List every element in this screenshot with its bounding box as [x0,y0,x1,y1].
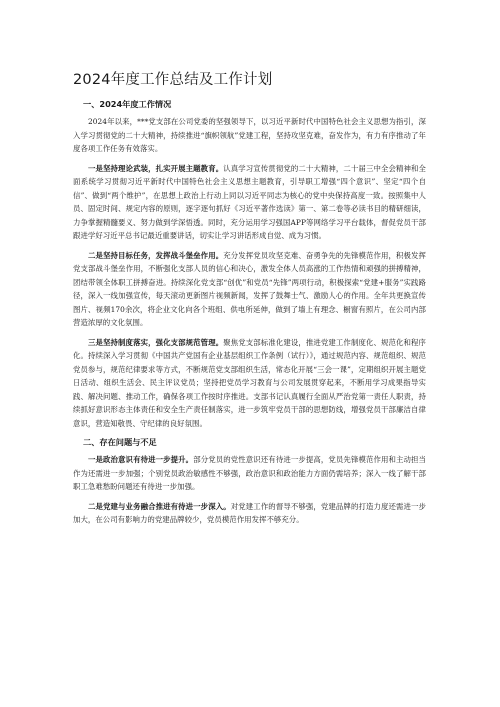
paragraph-intro: 2024年以来，***党支部在公司党委的坚强领导下，以习近平新时代中国特色社会主义思想为指引，深入学习贯彻党的二十大精神，持续推进“旗帜领航”党建工程，坚持攻坚克难，奋发作为，有力有序推动了年度各项工作任务有效落实。 [73,117,426,153]
paragraph-body: 认真学习宣传贯彻党的二十大精神，二十届三中全会精神和全面系统学习贯彻习近平新时代中国特色社会主义思想主题教育，引导职工增强“四个意识”、坚定“四个自信”、做到“两个维护”，在思想上政治上行动上同以习近平同志为核心的党中央保持高度一致。按照集中人员、固定时间、规定内容的原则，逐字逐句抓好《习近平著作选读》第一、第二卷等必读书目的精研细读，力争掌握精髓要义、努力做到学深悟透。同时，充分运用学习强国APP等网络学习平台载体，督促党员干部跟进学好习近平总书记最近重要讲话，切实让学习讲话形成自觉、成为习惯。 [73,163,426,240]
paragraph-lead: 二是坚持目标任务，发挥战斗堡垒作用。 [88,250,224,260]
paragraph-lead: 一是政治意识有待进一步提升。 [88,455,194,464]
paragraph-body: 部分党员的党性意识还有待进一步提高，党员先锋模范作用和主动担当作为还需进一步加强；个别党员政治敏感性不够强，政治意识和政治能力方面仍需培养；深入一线了解干部职工急难愁盼问题还有待进一步加强。 [73,455,427,491]
paragraph-body: 聚焦党支部标准化建设，推进党建工作制度化、规范化和程序化。持续深入学习贯彻《中国共产党国有企业基层组织工作条例（试行）》，通过规范内容、规范组织、规范党员参与，规范纪律要求等方式，不断规范党支部组织生活，常态化开展“三会一课”，定期组织开展主题党日活动、组织生活会、民主评议党员；坚持把党员学习教育与公司发展贯穿起来，不断用学习成果指导实践、解决问题、推动工作，确保各项工作按时序推进。支部书记认真履行全面从严治党第一责任人职责，持续抓好意识形态主体责任和安全生产责任制落实，进一步筑牢党员干部的思想防线，增强党员干部廉洁自律意识，营造知敬畏、守纪律的良好氛围。 [73,337,426,428]
paragraph-system [73,336,426,431]
section-heading-problems: 二、存在问题与不足 [83,437,157,447]
paragraph-body: 充分发挥党员攻坚克难、奋勇争先的先锋模范作用，积极发挥党支部战斗堡垒作用，不断强化支部人员的信心和决心，激发全体人员高涨的工作热情和顽强的拼搏精神，团结带领全体职工拼搏奋进。持续深化党支部“创优”和党员“先锋”两项行动，积极探索“党建+服务”实践路径，深入一线加强宣传，每天滚动更新图片视频新闻，发挥了鼓舞士气、激励人心的作用。全年共更换宣传图片、视频170余次，将企业文化向各个班组、供电所延伸，做到了墙上有理念、橱窗有照片，在公司内部营造浓厚的文化氛围。 [73,250,426,327]
document-title: 2024年度工作总结及工作计划 [73,72,273,88]
paragraph-lead: 一是坚持理论武装，扎实开展主题教育。 [88,163,224,173]
paragraph-lead: 二是党建与业务融合推进有待进一步深入。 [88,501,231,511]
paragraph-lead: 三是坚持制度落实，强化支部规范管理。 [88,337,224,347]
paragraph-targets [73,249,426,330]
paragraph-body: 对党建工作的督导不够强，党建品牌的打造力度还需进一步加大，在公司有影响力的党建品牌较少，党员模范作用发挥不够充分。 [73,501,427,524]
paragraph-theory [73,162,426,243]
section-heading-work-status: 一、2024年度工作情况 [83,99,172,109]
document-content [73,70,426,533]
paragraph-integration [73,500,426,527]
paragraph-political [73,453,426,494]
